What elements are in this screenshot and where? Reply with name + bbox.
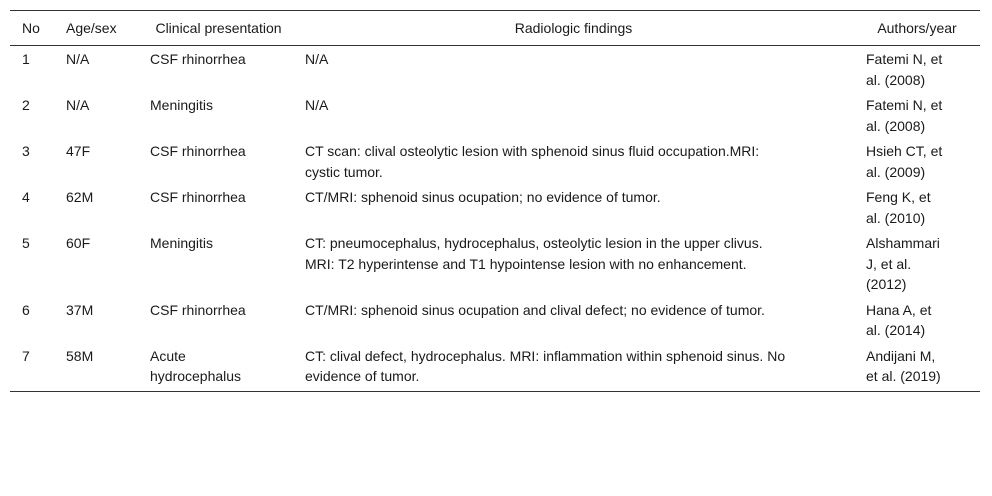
cell-age-sex: 62M	[66, 189, 94, 205]
cell-radiologic-findings: N/A	[305, 97, 329, 113]
cell-authors-year: Andijani M, et al. (2019)	[866, 347, 941, 384]
cell-authors-year: Alshammari J, et al. (2012)	[866, 235, 940, 292]
cell-no: 5	[22, 235, 30, 251]
cell-authors-year: Feng K, et al. (2010)	[866, 189, 931, 226]
header-no: No	[22, 20, 40, 36]
cell-no: 3	[22, 143, 30, 159]
cell-authors-year: Hana A, et al. (2014)	[866, 301, 932, 338]
cell-age-sex: N/A	[66, 97, 90, 113]
cell-age-sex: N/A	[66, 51, 90, 67]
table-header	[10, 11, 980, 46]
cell-clinical-presentation: Meningitis	[150, 97, 214, 113]
table-row	[10, 94, 980, 140]
cell-clinical-presentation: CSF rhinorrhea	[150, 143, 246, 159]
cell-age-sex: 47F	[66, 143, 91, 159]
table-body	[10, 46, 980, 392]
cell-no: 2	[22, 97, 30, 113]
table-row	[10, 232, 980, 299]
cell-radiologic-findings: CT: clival defect, hydrocephalus. MRI: inflammation within sphenoid sinus. No evidence of tumor.	[305, 347, 786, 384]
header-radiologic-findings: Radiologic findings	[514, 20, 633, 36]
table-row	[10, 140, 980, 186]
table-row	[10, 345, 980, 392]
cell-radiologic-findings: CT: pneumocephalus, hydrocephalus, osteolytic lesion in the upper clivus. MRI: T2 hyperintense and T1 hypointense lesion with no enhancement.	[305, 235, 763, 272]
cell-age-sex: 60F	[66, 235, 91, 251]
cell-no: 6	[22, 301, 30, 318]
header-row	[10, 11, 980, 46]
cell-clinical-presentation: Acute hydrocephalus	[150, 347, 242, 384]
cell-clinical-presentation: CSF rhinorrhea	[150, 189, 246, 205]
table-row	[10, 46, 980, 95]
cell-authors-year: Hsieh CT, et al. (2009)	[866, 143, 943, 180]
case-table-container	[10, 10, 980, 392]
cell-radiologic-findings: CT/MRI: sphenoid sinus ocupation; no evidence of tumor.	[305, 189, 661, 205]
cell-authors-year: Fatemi N, et al. (2008)	[866, 97, 943, 134]
header-age-sex: Age/sex	[66, 20, 117, 36]
cell-no: 4	[22, 189, 30, 205]
table-row	[10, 299, 980, 345]
header-authors-year: Authors/year	[877, 20, 957, 36]
cell-age-sex: 37M	[66, 301, 94, 318]
header-clinical-presentation: Clinical presentation	[155, 20, 282, 36]
cell-no: 1	[22, 51, 30, 67]
case-table	[10, 10, 980, 392]
cell-radiologic-findings: CT/MRI: sphenoid sinus ocupation and clival defect; no evidence of tumor.	[305, 301, 765, 318]
cell-authors-year: Fatemi N, et al. (2008)	[866, 51, 943, 88]
cell-no: 7	[22, 347, 30, 364]
cell-clinical-presentation: Meningitis	[150, 235, 214, 251]
cell-clinical-presentation: CSF rhinorrhea	[150, 301, 246, 318]
cell-clinical-presentation: CSF rhinorrhea	[150, 51, 246, 67]
table-row	[10, 186, 980, 232]
cell-radiologic-findings: N/A	[305, 51, 329, 67]
cell-radiologic-findings: CT scan: clival osteolytic lesion with sphenoid sinus fluid occupation.MRI: cystic tumor.	[305, 143, 760, 180]
cell-age-sex: 58M	[66, 347, 94, 364]
